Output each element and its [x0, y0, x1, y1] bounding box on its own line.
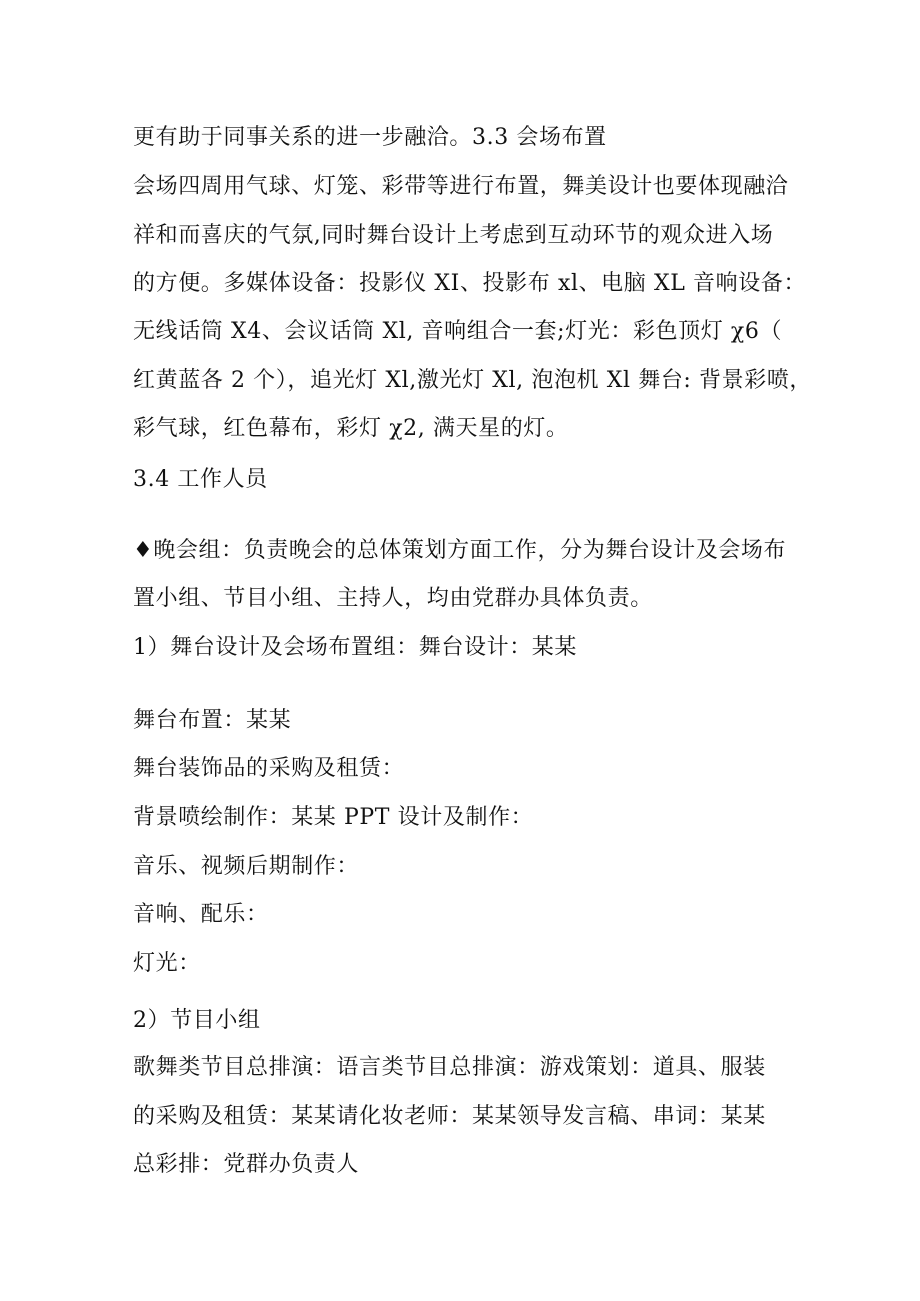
- list-item: 背景喷绘制作：某某 PPT 设计及制作：: [133, 805, 534, 830]
- paragraph-line: 更有助于同事关系的进一步融洽。3.3 会场布置: [133, 125, 607, 150]
- list-item: 音响、配乐：: [133, 902, 269, 927]
- section-heading: 3.4 工作人员: [133, 467, 268, 492]
- paragraph-line: 的采购及租赁：某某请化妆老师：某某领导发言稿、串词：某某: [133, 1104, 766, 1129]
- paragraph-line: 彩气球，红色幕布，彩灯 χ2, 满天星的灯。: [133, 416, 569, 441]
- paragraph-line: ♦晚会组：负责晚会的总体策划方面工作，分为舞台设计及会场布: [133, 538, 787, 563]
- paragraph-line: 祥和而喜庆的气氛,同时舞台设计上考虑到互动环节的观众进入场: [133, 223, 774, 248]
- paragraph-line: 红黄蓝各 2 个），追光灯 Xl,激光灯 Xl, 泡泡机 Xl 舞台: 背景彩喷，: [133, 368, 813, 393]
- paragraph-line: 置小组、节目小组、主持人，均由党群办具体负责。: [133, 586, 653, 611]
- list-item: 舞台布置：某某: [133, 708, 292, 733]
- paragraph-line: 总彩排：党群办负责人: [133, 1152, 360, 1177]
- paragraph-line: 会场四周用气球、灯笼、彩带等进行布置，舞美设计也要体现融洽: [133, 174, 789, 199]
- paragraph-line: 歌舞类节目总排演：语言类节目总排演：游戏策划：道具、服装: [133, 1055, 766, 1080]
- paragraph-line: 的方便。多媒体设备：投影仪 XI、投影布 xl、电脑 XL 音响设备：: [133, 271, 807, 296]
- paragraph-line: 无线话筒 X4、会议话筒 Xl, 音响组合一套;灯光：彩色顶灯 χ6（: [133, 319, 783, 344]
- list-item: 灯光：: [133, 951, 201, 976]
- list-item: 2）节目小组: [133, 1008, 261, 1033]
- list-item: 音乐、视频后期制作：: [133, 854, 360, 879]
- list-item: 舞台装饰品的采购及租赁：: [133, 756, 405, 781]
- list-item: 1）舞台设计及会场布置组：舞台设计：某某: [133, 635, 577, 660]
